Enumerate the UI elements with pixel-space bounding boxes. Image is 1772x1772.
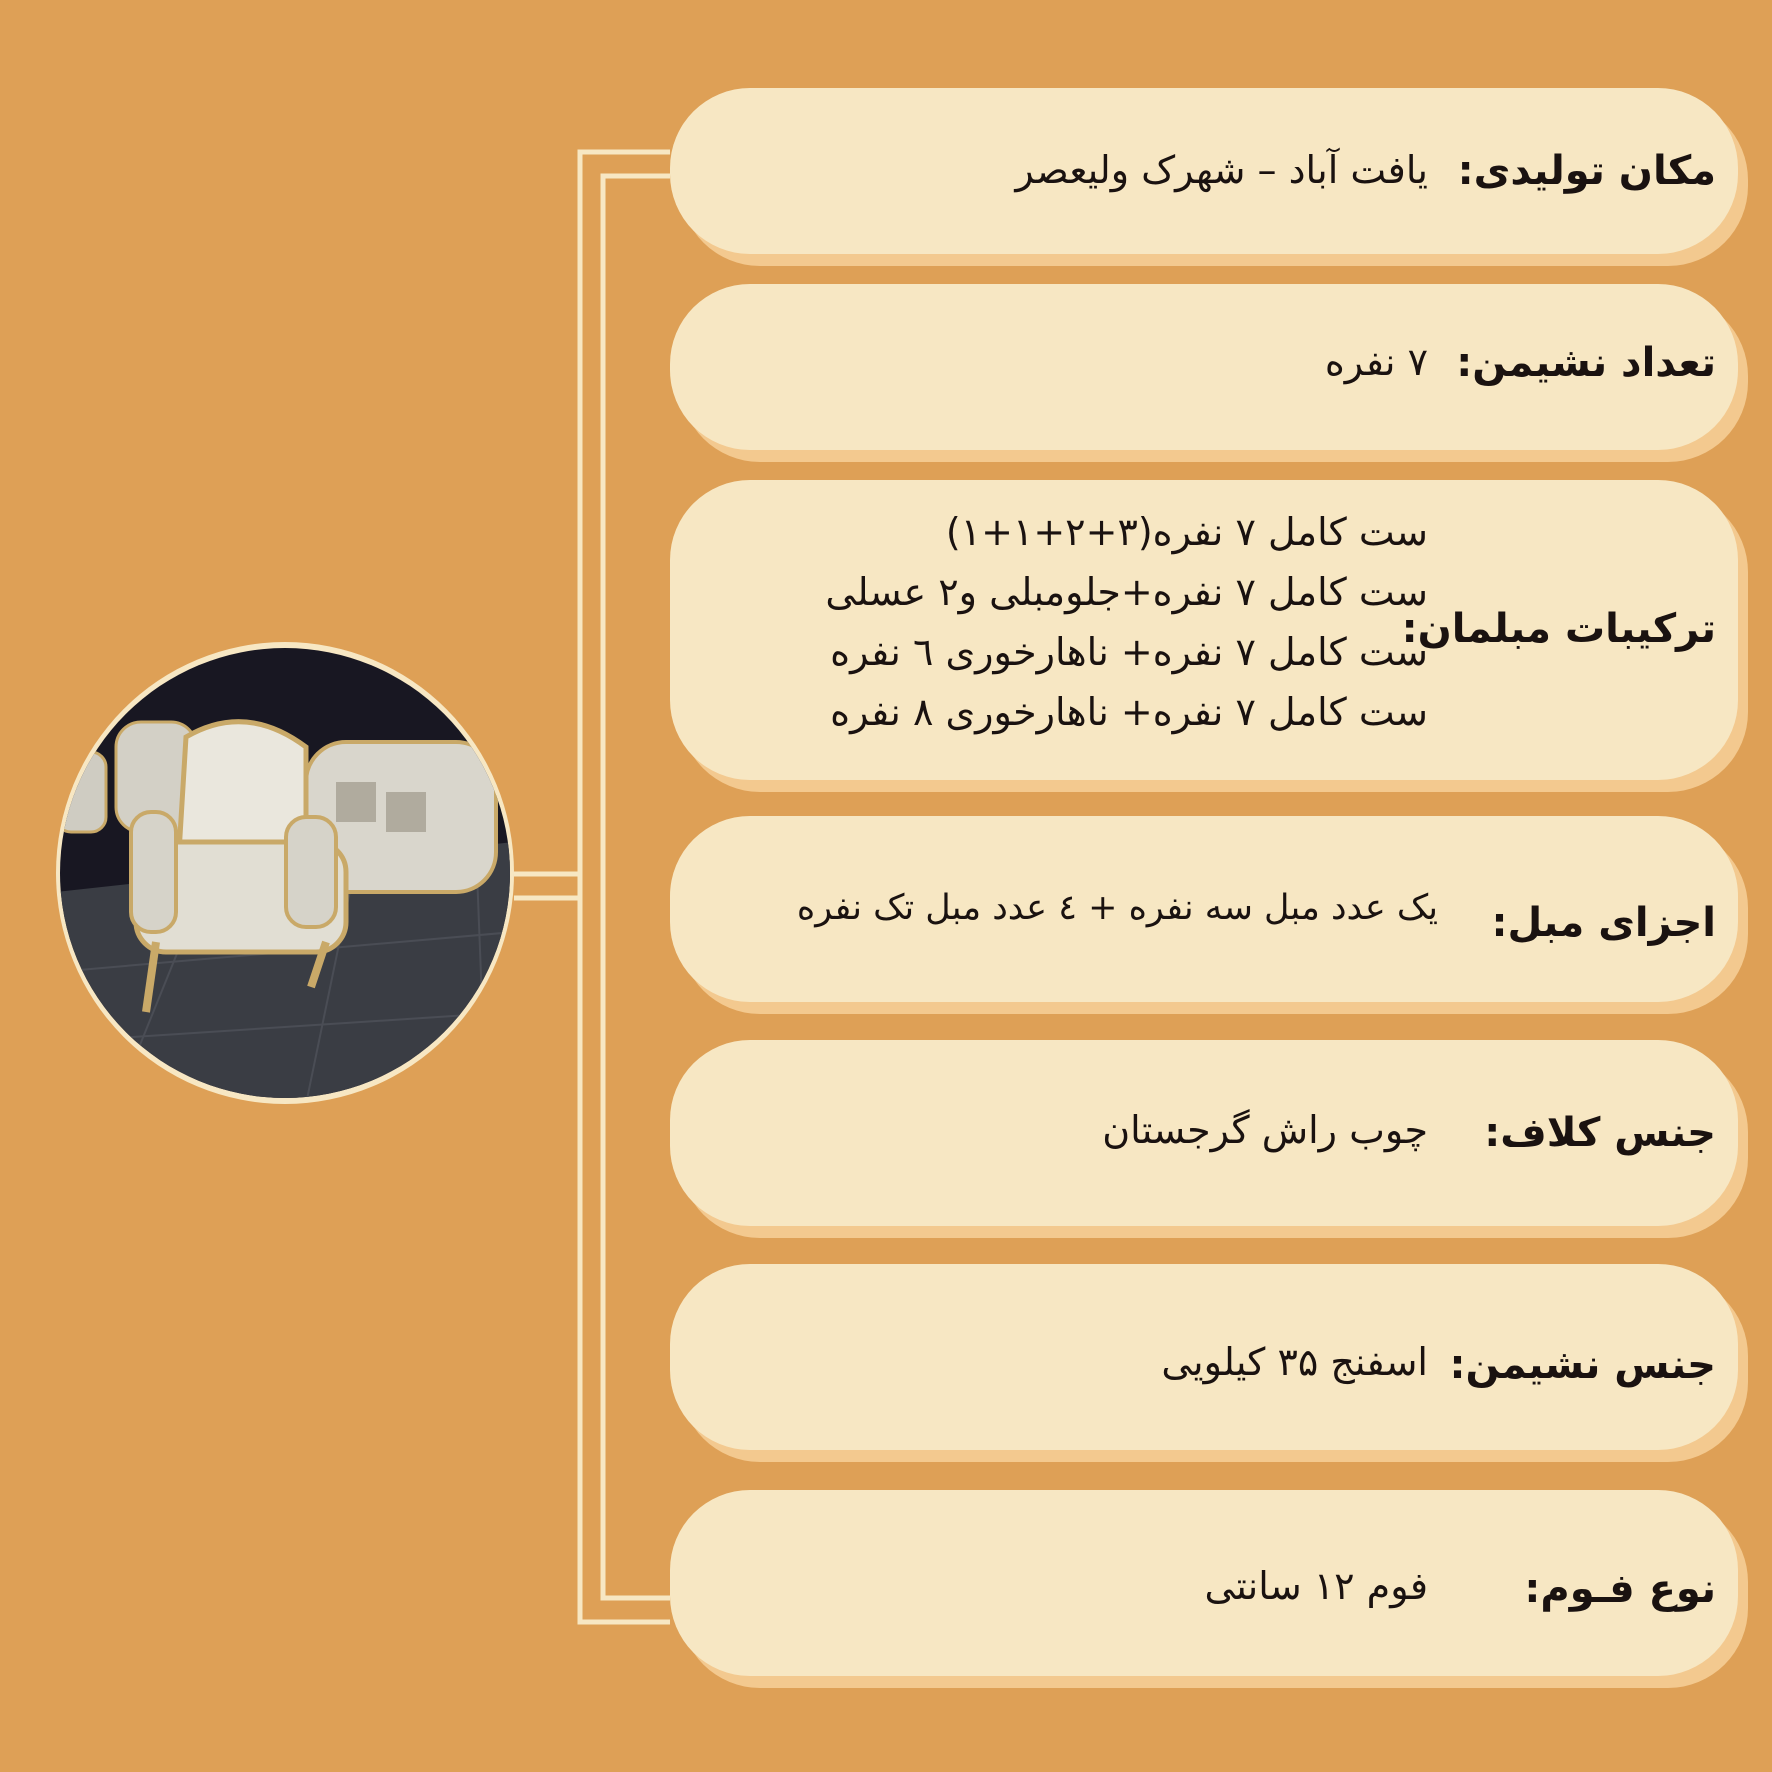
spec-value: اسفنج ۳۵ کیلویی xyxy=(1161,1340,1428,1384)
spec-value: فوم ۱۲ سانتی xyxy=(1204,1564,1428,1608)
spec-value: یک عدد مبل سه نفره + ٤ عدد مبل تک نفره xyxy=(796,888,1438,928)
spec-card-seating-count xyxy=(670,284,1738,450)
spec-card-furniture-combinations xyxy=(670,480,1738,780)
product-photo xyxy=(56,642,514,1104)
list-item: ست کامل ۷ نفره+جلومبلی و۲ عسلی xyxy=(825,570,1428,614)
spec-label: جنس کلاف: xyxy=(1484,1110,1716,1156)
spec-label: نوع فـوم: xyxy=(1524,1566,1716,1612)
spec-label: مکان تولیدی: xyxy=(1457,148,1716,194)
spec-card-production-place xyxy=(670,88,1738,254)
spec-card-frame-material xyxy=(670,1040,1738,1226)
list-item: ست کامل ۷ نفره+ ناهارخوری ٦ نفره xyxy=(830,630,1428,674)
spec-label: جنس نشیمن: xyxy=(1449,1342,1716,1388)
list-item: ست کامل ۷ نفره+ ناهارخوری ۸ نفره xyxy=(830,690,1428,734)
spec-label: تعداد نشیمن: xyxy=(1456,340,1716,386)
spec-label: ترکیبات مبلمان: xyxy=(1401,606,1716,652)
combinations-list xyxy=(825,502,1428,742)
spec-value: یافت آباد – شهرک ولیعصر xyxy=(1015,148,1428,192)
spec-value: چوب راش گرجستان xyxy=(1102,1108,1428,1152)
armchair-sofa-photo-icon xyxy=(56,642,514,1104)
list-item: ست کامل ۷ نفره(۳+۲+۱+۱) xyxy=(945,510,1428,554)
spec-card-foam-type xyxy=(670,1490,1738,1676)
spec-label: اجزای مبل: xyxy=(1491,900,1716,946)
spec-card-seat-material xyxy=(670,1264,1738,1450)
spec-value: ۷ نفره xyxy=(1324,340,1428,384)
spec-card-sofa-parts xyxy=(670,816,1738,1002)
